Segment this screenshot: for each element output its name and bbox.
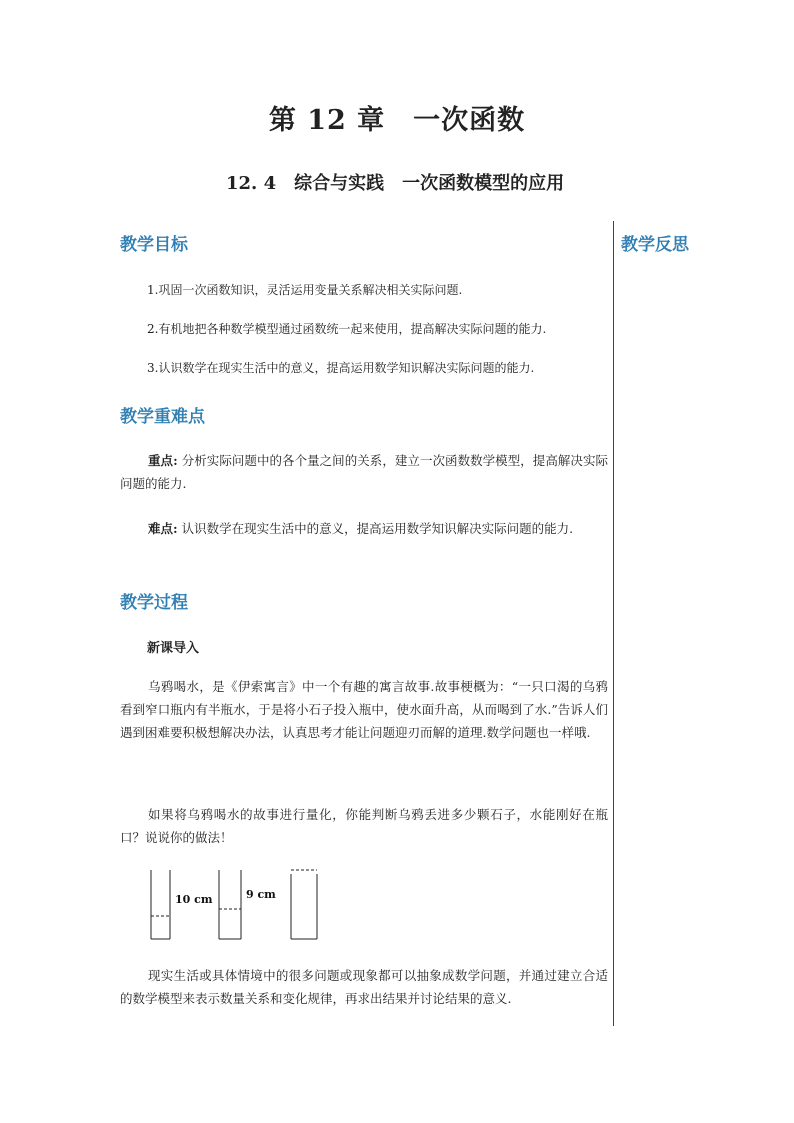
focus-paragraph <box>120 449 608 495</box>
bottle-1-label: 10 cm <box>175 893 213 906</box>
key-points-heading: 教学重难点 <box>120 407 205 427</box>
section-title: 12. 4 综合与实践 一次函数模型的应用 <box>226 173 565 194</box>
objective-item-2: 2.有机地把各种数学模型通过函数统一起来使用，提高解决实际问题的能力. <box>147 322 547 336</box>
bottle-1 <box>151 870 170 939</box>
objective-item-3: 3.认识数学在现实生活中的意义，提高运用数学知识解决实际问题的能力. <box>147 361 535 375</box>
intro-paragraph-1: 乌鸦喝水，是《伊索寓言》中一个有趣的寓言故事.故事梗概为：“一只口渴的乌鸦看到窄口瓶内有半瓶水，于是将小石子投入瓶中，使水面升高，从而喝到了水.”告诉人们遇到困难要积极想解决办法，认真思考才能让问题迎刃而解的道理.数学问题也一样哦. <box>120 679 608 740</box>
focus-label: 重点: <box>148 453 178 468</box>
reflection-heading: 教学反思 <box>621 235 689 255</box>
column-divider <box>613 221 614 1026</box>
intro-heading: 新课导入 <box>147 641 200 656</box>
bottle-diagram <box>140 860 340 946</box>
process-heading: 教学过程 <box>120 593 188 613</box>
bottle-2-label: 9 cm <box>246 888 276 901</box>
bottle-2 <box>219 870 241 939</box>
objectives-heading: 教学目标 <box>120 235 188 255</box>
intro-paragraph-2: 如果将乌鸦喝水的故事进行量化，你能判断乌鸦丢进多少颗石子，水能刚好在瓶口？说说你的做法！ <box>120 807 608 845</box>
chapter-title: 第 12 章 一次函数 <box>268 105 526 136</box>
difficulty-paragraph <box>120 517 608 540</box>
bottle-3 <box>291 870 317 939</box>
objective-item-1: 1.巩固一次函数知识，灵活运用变量关系解决相关实际问题. <box>147 283 463 297</box>
difficulty-text: 认识数学在现实生活中的意义，提高运用数学知识解决实际问题的能力. <box>177 521 574 536</box>
focus-text: 分析实际问题中的各个量之间的关系，建立一次函数数学模型，提高解决实际问题的能力. <box>120 453 608 491</box>
intro-paragraph-3: 现实生活或具体情境中的很多问题或现象都可以抽象成数学问题，并通过建立合适的数学模型来表示数量关系和变化规律，再求出结果并讨论结果的意义. <box>120 968 608 1006</box>
difficulty-label: 难点: <box>148 521 178 536</box>
